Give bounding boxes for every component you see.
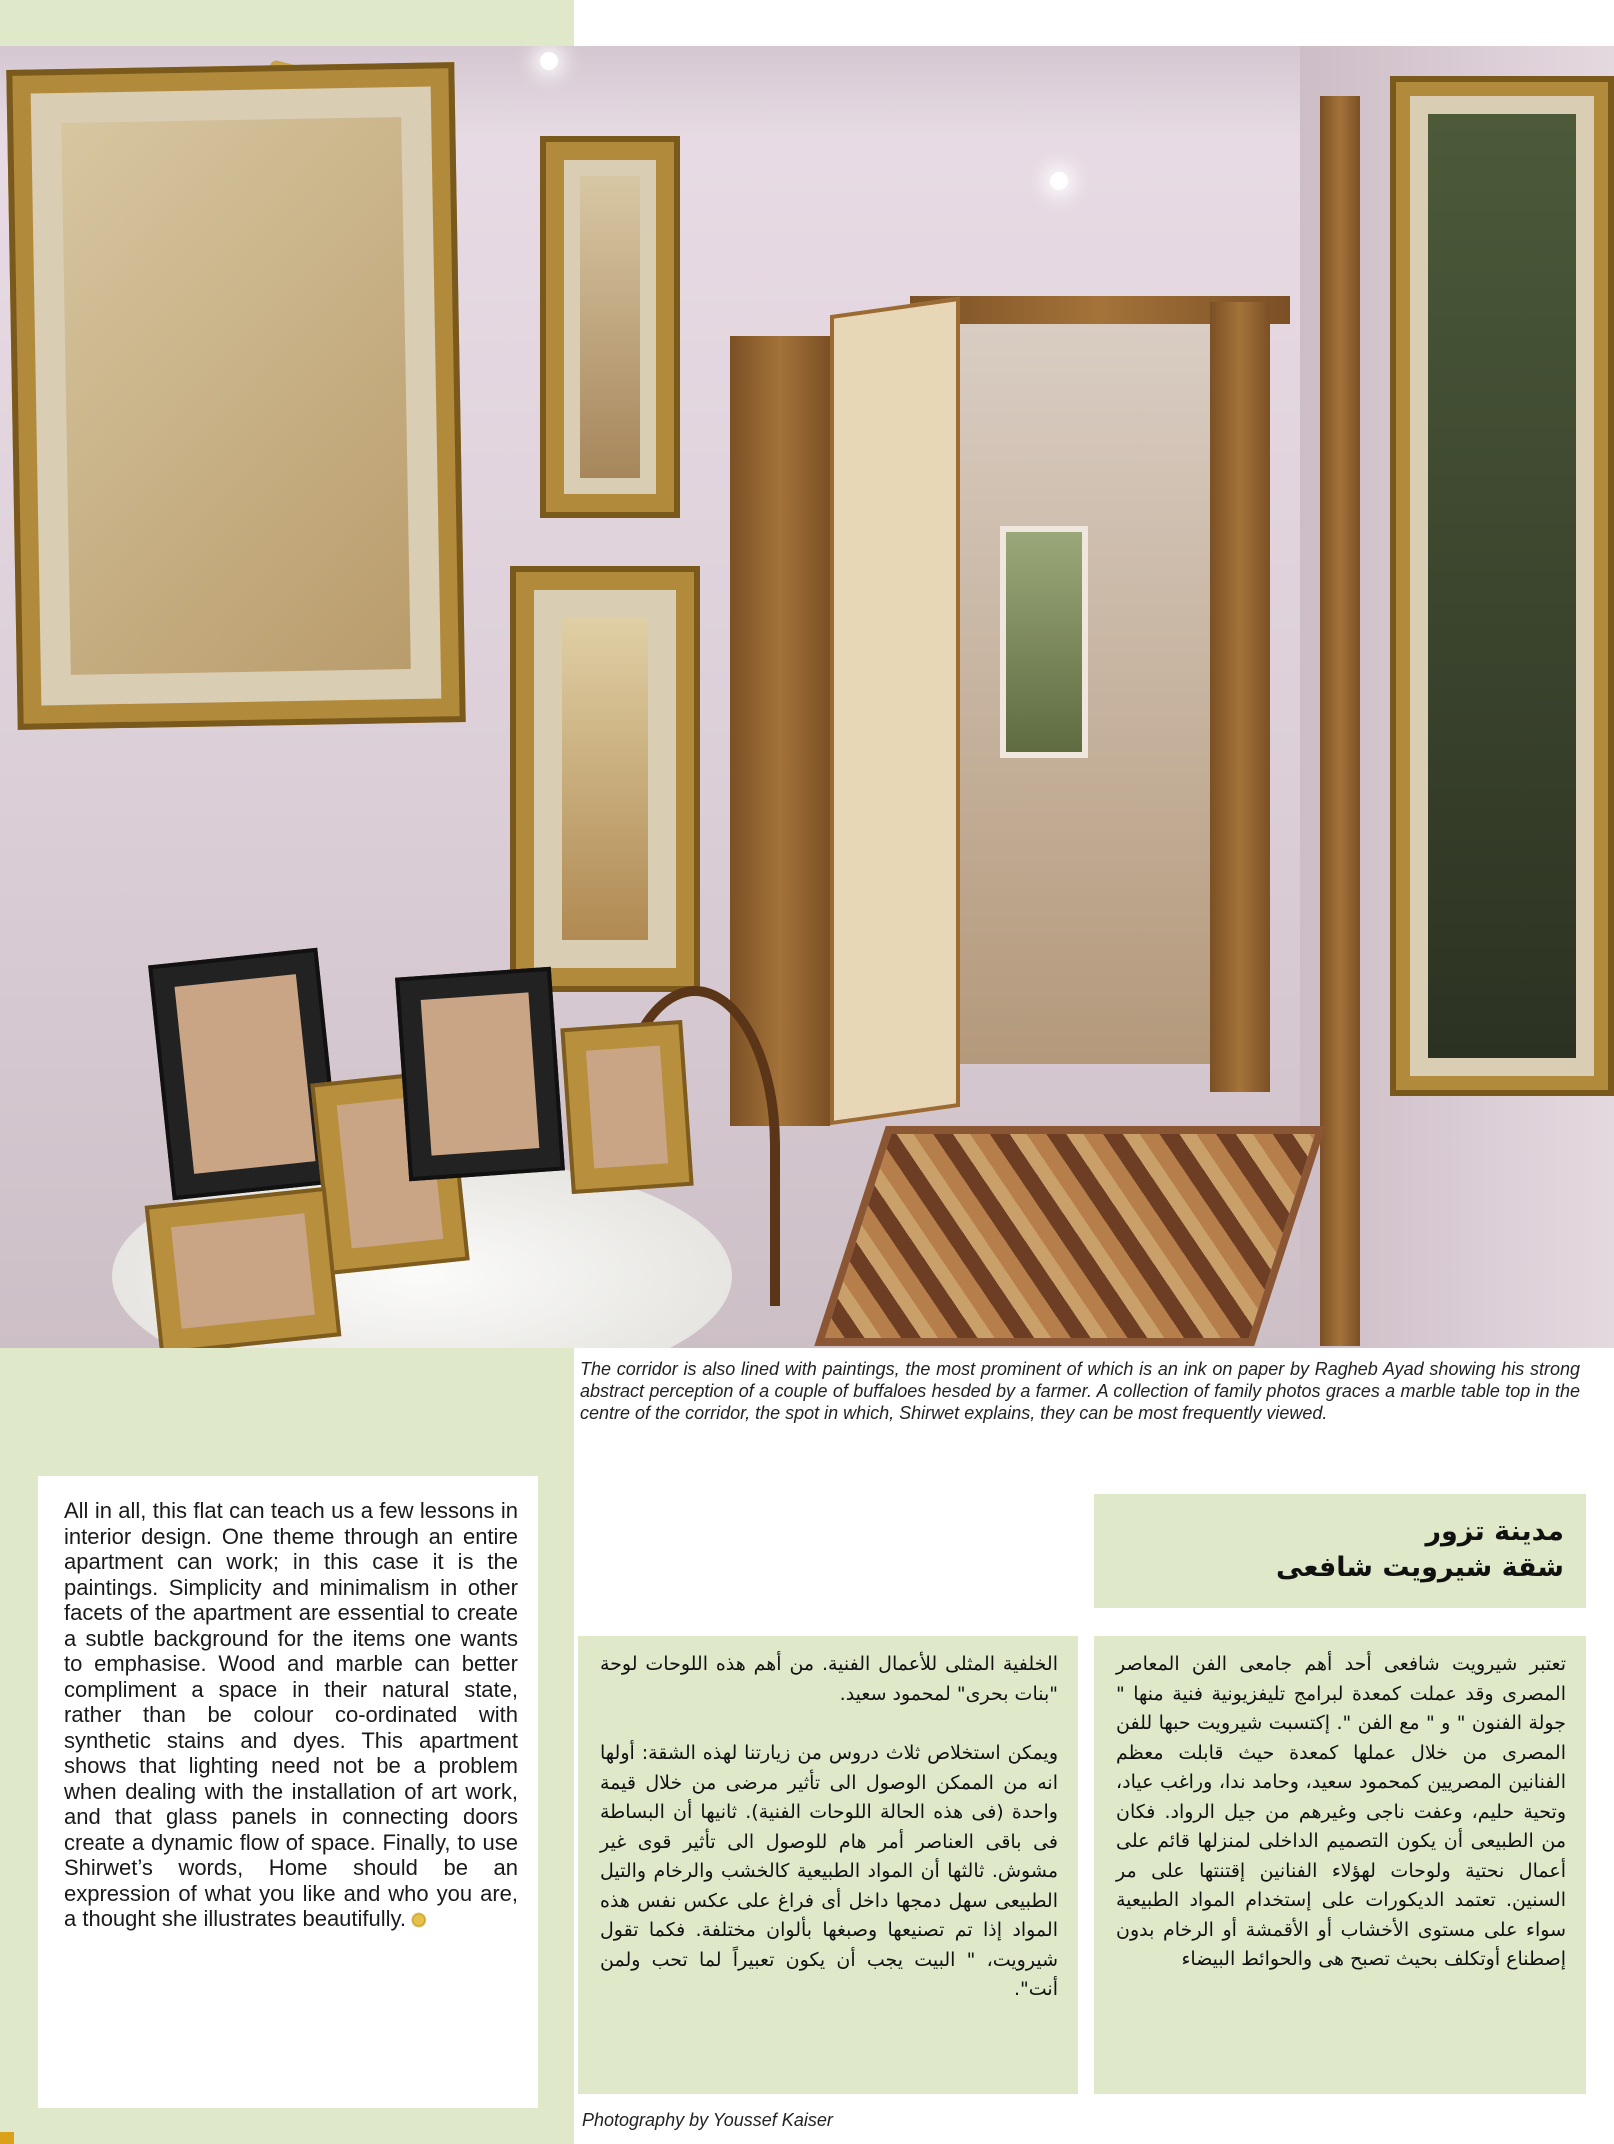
glass-panel-door xyxy=(830,297,960,1125)
family-photo xyxy=(148,948,342,1200)
painting-frame xyxy=(510,566,700,992)
painting-frame xyxy=(540,136,680,518)
photo-caption: The corridor is also lined with paintings, the most prominent of which is an ink on paper by Ragheb Ayad showing his strong abstract perception of a couple of buffaloes hesded by a farmer. A collection of family photos graces a marble table top in the centre of the corridor, the spot in which, Shirwet explains, they can be most frequently viewed. xyxy=(580,1359,1580,1423)
english-text-box xyxy=(38,1476,538,2108)
ceiling-light xyxy=(540,52,558,70)
arabic-heading xyxy=(1094,1494,1586,1608)
door-frame-near xyxy=(730,336,830,1126)
arabic-heading-line2: شقة شيرويت شافعى xyxy=(1276,1552,1564,1583)
window xyxy=(1000,526,1088,758)
arabic-column-middle xyxy=(578,1636,1078,2094)
right-painting-frame xyxy=(1390,76,1614,1096)
ornament-icon xyxy=(410,1912,432,1928)
arabic-column-right xyxy=(1094,1636,1586,2094)
page-corner-mark xyxy=(0,2132,14,2144)
page-corner-tint xyxy=(0,0,574,46)
english-body-text: All in all, this flat can teach us a few lessons in interior design. One theme through an entire apartment can work; in this case it is the paintings. Simplicity and minimalism in other facets of the apartment are essential to create a subtle background for the items one wants to emphasise. Wood and marble can better compliment a space in their natural state, rather than be colour co-ordinated with synthetic stains and dyes. This apartment shows that lighting need not be a problem when dealing with the installation of art work, and that glass panels in connecting doors create a dynamic flow of space. Finally, to use Shirwet’s words, Home should be an expression of what you like and who you are, a thought she illustrates beautifully. xyxy=(64,1498,518,1931)
persian-rug xyxy=(814,1126,1325,1346)
corridor-photo xyxy=(0,46,1614,1348)
right-door-frame xyxy=(1320,96,1360,1346)
door-frame-right xyxy=(1210,302,1270,1092)
arabic-paragraph: الخلفية المثلى للأعمال الفنية. من أهم هذه اللوحات لوحة "بنات بحرى" لمحمود سعيد. xyxy=(600,1653,1058,1705)
photo-credit: Photography by Youssef Kaiser xyxy=(582,2110,833,2130)
family-photo xyxy=(145,1187,342,1348)
ragheb-ayad-painting xyxy=(6,62,465,730)
family-photo xyxy=(395,967,565,1181)
arabic-heading-line1: مدينة تزور xyxy=(1425,1516,1564,1547)
arabic-paragraph: تعتبر شيرويت شافعى أحد أهم جامعى الفن المعاصر المصرى وقد عملت كمعدة لبرامج تليفزيونية فنية منها " جولة الفنون " و " مع الفن ". إكتسبت شيرويت حبها للفن المصرى من خلال عملها كمعدة حيث قابلت معظم الفنانين المصريين كمحمود سعيد، وحامد ندا، وراغب عياد، وتحية حليم، وعفت ناجى وغيرهم من جيل الرواد. فكان من الطبيعى أن يكون التصميم الداخلى لمنزلها قائم على أعمال نحتية ولوحات لهؤلاء الفنانين إقتنتها على مر السنين. تعتمد الديكورات على إستخدام المواد الطبيعية سواء على مستوى الأخشاب أو الأقمشة أو الرخام بدون إصطناع أوتكلف بحيث تصبح هى والحوائط البيضاء xyxy=(1116,1653,1566,1970)
arabic-paragraph: ويمكن استخلاص ثلاث دروس من زيارتنا لهذه الشقة: أولها انه من الممكن الوصول الى تأثير مرضى من خلال قيمة واحدة (فى هذه الحالة اللوحات الفنية). ثانيها أن البساطة فى باقى العناصر أمر هام للوصول الى تأثير قوى غير مشوش. ثالثها أن المواد الطبيعية كالخشب والرخام والتيل الطبيعى سهل دمجها داخل أى فراغ على عكس نفس هذه المواد إذا تم تصنيعها وصبغها بألوان مختلفة. فكما تقول شيرويت، " البيت يجب أن يكون تعبيراً لما تحب ولمن أنت". xyxy=(600,1742,1058,2000)
ceiling-light xyxy=(1050,172,1068,190)
family-photo xyxy=(560,1020,693,1194)
